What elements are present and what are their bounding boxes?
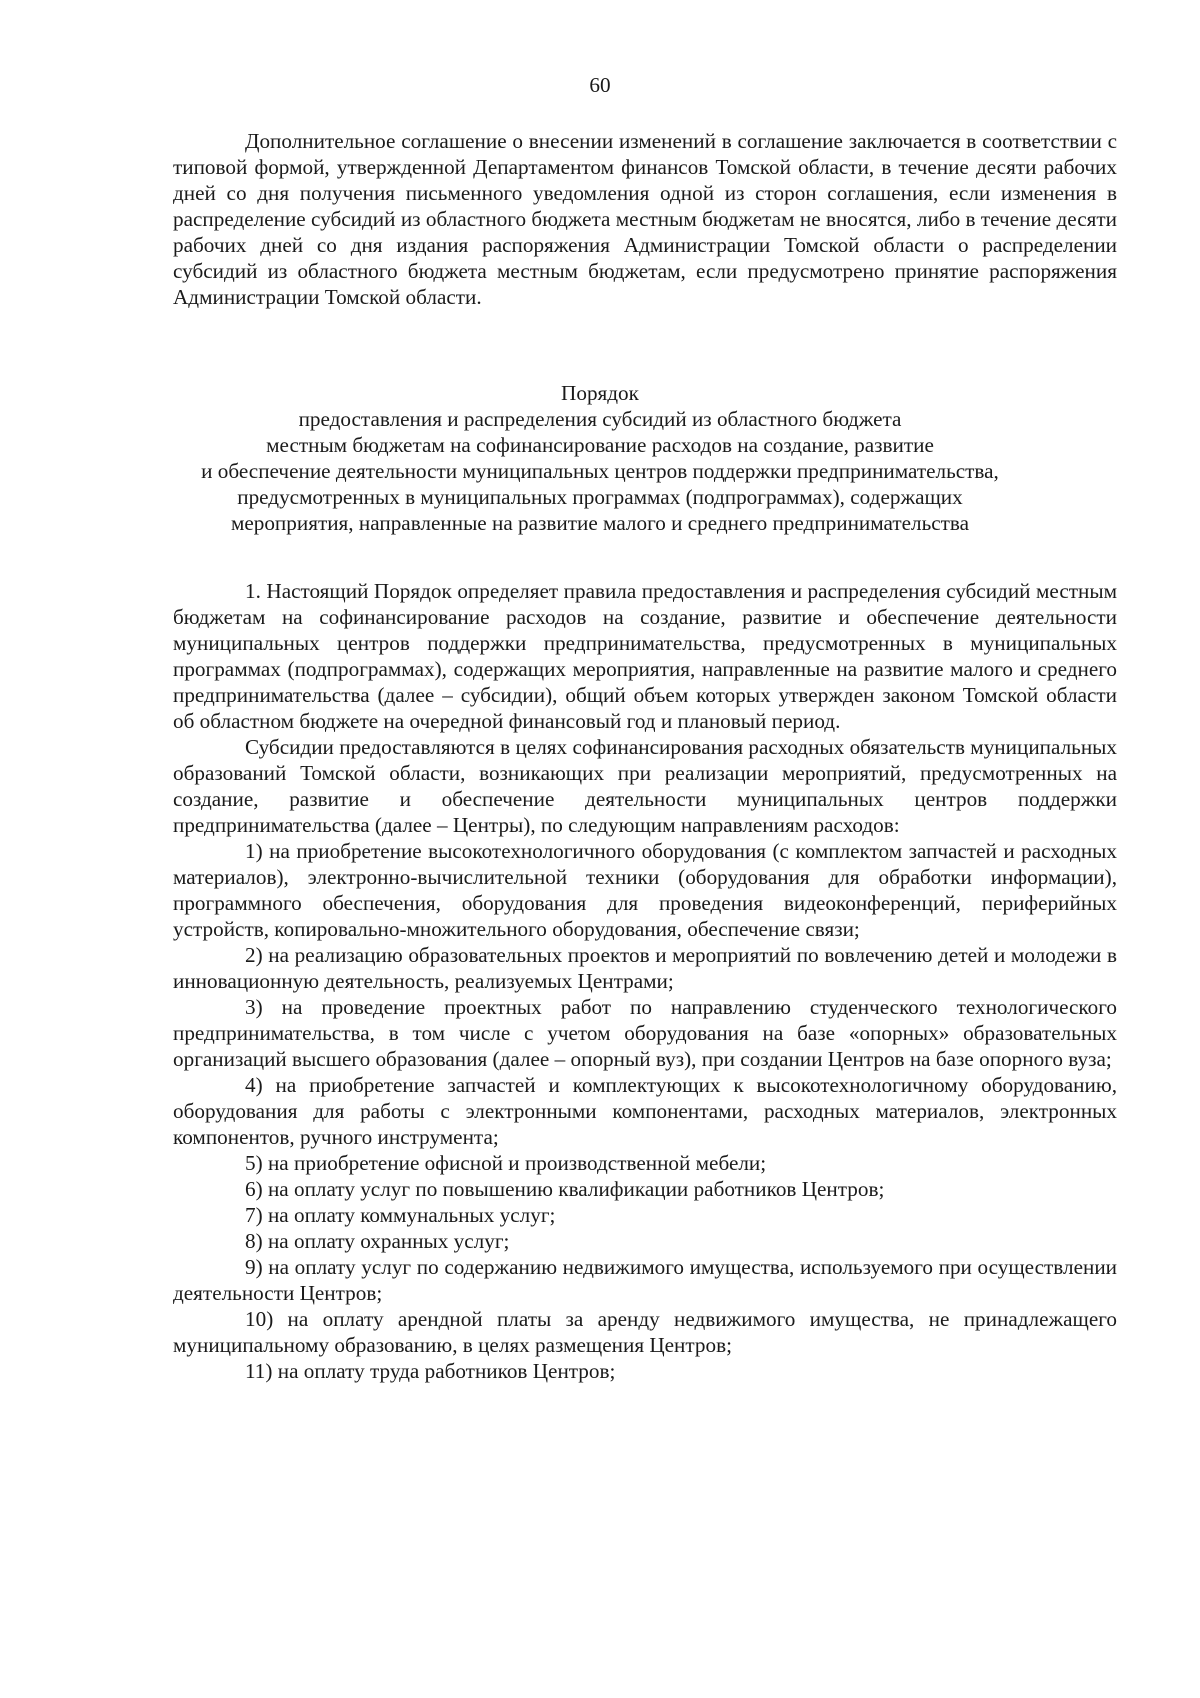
paragraph-1: 1. Настоящий Порядок определяет правила предоставления и распределения субсидий местным бюджетам на софинансирование расходов на создание, развитие и обеспечение деятельности муниципальных центров поддержки предпринимательства, предусмотренных в муниципальных программах (подпрограммах), содержащих мероприятия, направленные на развитие малого и среднего предпринимательства (далее – субсидии), общий объем которых утвержден законом Томской области об областном бюджете на очередной финансовый год и плановый период. xyxy=(173,579,1117,733)
title-line: предоставления и распределения субсидий из областного бюджета xyxy=(298,407,902,431)
paragraph-subsidies: Субсидии предоставляются в целях софинансирования расходных обязательств муниципальных образований Томской области, возникающих при реализации мероприятий, предусмотренных на создание, развитие и обеспечение деятельности муниципальных центров поддержки предпринимательства (далее – Центры), по следующим направлениям расходов: xyxy=(173,735,1117,837)
list-item-7: 7) на оплату коммунальных услуг; xyxy=(245,1203,556,1227)
intro-section xyxy=(173,128,1117,310)
list-item-3: 3) на проведение проектных работ по направлению студенческого технологического предпринимательства, в том числе с учетом оборудования на базе «опорных» образовательных организаций высшего образования (далее – опорный вуз), при создании Центров на базе опорного вуза; xyxy=(173,995,1117,1071)
list-item-2: 2) на реализацию образовательных проектов и мероприятий по вовлечению детей и молодежи в инновационную деятельность, реализуемых Центрами; xyxy=(173,943,1117,993)
page-number: 60 xyxy=(589,73,611,97)
list-item-5: 5) на приобретение офисной и производственной мебели; xyxy=(245,1151,767,1175)
list-item-4: 4) на приобретение запчастей и комплектующих к высокотехнологичному оборудованию, оборудования для работы с электронными компонентами, расходных материалов, электронных компонентов, ручного инструмента; xyxy=(173,1073,1117,1149)
body-section xyxy=(173,578,1117,1384)
list-item-10: 10) на оплату арендной платы за аренду недвижимого имущества, не принадлежащего муниципальному образованию, в целях размещения Центров; xyxy=(173,1307,1117,1357)
section-title xyxy=(120,380,1080,536)
title-line: мероприятия, направленные на развитие малого и среднего предпринимательства xyxy=(230,511,970,535)
list-item-11: 11) на оплату труда работников Центров; xyxy=(245,1359,616,1383)
list-item-6: 6) на оплату услуг по повышению квалификации работников Центров; xyxy=(245,1177,885,1201)
list-item-8: 8) на оплату охранных услуг; xyxy=(245,1229,510,1253)
list-item-1: 1) на приобретение высокотехнологичного оборудования (с комплектом запчастей и расходных материалов), электронно-вычислительной техники (оборудования для обработки информации), программного обеспечения, оборудования для проведения видеоконференций, периферийных устройств, копировально-множительного оборудования, обеспечение связи; xyxy=(173,839,1117,941)
title-heading: Порядок xyxy=(561,381,639,405)
title-line: местным бюджетам на софинансирование расходов на создание, развитие xyxy=(266,433,934,457)
intro-paragraph: Дополнительное соглашение о внесении изменений в соглашение заключается в соответствии с типовой формой, утвержденной Департаментом финансов Томской области, в течение десяти рабочих дней со дня получения письменного уведомления одной из сторон соглашения, если изменения в распределение субсидий из областного бюджета местным бюджетам не вносятся, либо в течение десяти рабочих дней со дня издания распоряжения Администрации Томской области о распределении субсидий из областного бюджета местным бюджетам, если предусмотрено принятие распоряжения Администрации Томской области. xyxy=(173,129,1117,309)
title-line: и обеспечение деятельности муниципальных центров поддержки предпринимательства, xyxy=(201,459,999,483)
title-line: предусмотренных в муниципальных программах (подпрограммах), содержащих xyxy=(237,485,963,509)
list-item-9: 9) на оплату услуг по содержанию недвижимого имущества, используемого при осуществлении деятельности Центров; xyxy=(173,1255,1117,1305)
